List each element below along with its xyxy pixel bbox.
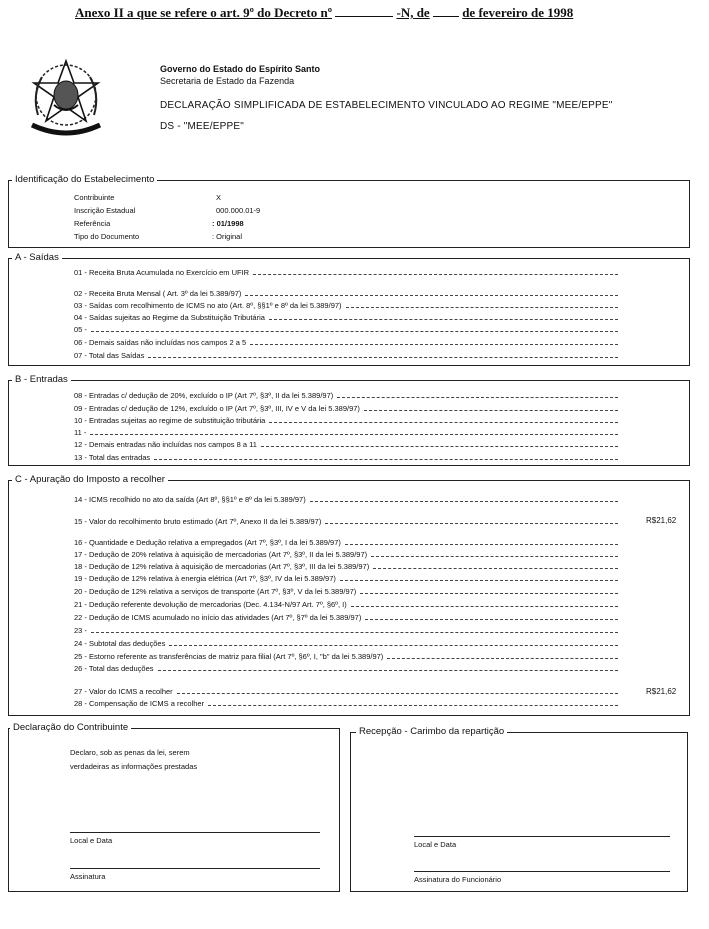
reference-label: Referência: [74, 219, 111, 228]
annex-suffix: de fevereiro de 1998: [462, 5, 574, 20]
declaration-text-2: verdadeiras as informações prestadas: [70, 762, 198, 771]
taxpayer-value: X: [216, 193, 222, 202]
list-item: 22 - Dedução de ICMS acumulado no início das atividades (Art 7º, §7º da lei 5.389/97): [74, 612, 618, 622]
list-item: 16 - Quantidade e Dedução relativa a empregados (Art 7º, §3º, I da lei 5.389/97): [74, 537, 618, 547]
list-item: 01 - Receita Bruta Acumulada no Exercício em UFIR: [74, 267, 618, 277]
reception-box: [350, 732, 688, 892]
state-registration-label: Inscrição Estadual: [74, 206, 136, 215]
secretariat-name: Secretaria de Estado da Fazenda: [160, 76, 295, 86]
list-item: 04 - Saídas sujeitas ao Regime da Substituição Tributária: [74, 312, 618, 322]
list-item: 19 - Dedução de 12% relativa à energia elétrica (Art 7º, §3º, IV da lei 5.389/97): [74, 573, 618, 583]
government-name: Governo do Estado do Espírito Santo: [160, 64, 321, 74]
list-item: 26 - Total das deduções: [74, 663, 618, 673]
section-a-title: A - Saídas: [12, 252, 62, 263]
taxpayer-label: Contribuinte: [74, 193, 115, 202]
icms-to-pay-value: R$21,62: [646, 687, 677, 696]
list-item: 21 - Dedução referente devolução de mercadorias (Dec. 4.134-N/97 Art. 7º, §6º, I): [74, 599, 618, 609]
list-item: 20 - Dedução de 12% relativa a serviços de transporte (Art 7º, §3º, V da lei 5.389/97): [74, 586, 618, 596]
reception-place-date-line: [414, 836, 670, 837]
list-item: 05 -: [74, 324, 618, 334]
list-item: 08 - Entradas c/ dedução de 20%, excluído o IP (Art 7º, §3º, II da lei 5.389/97): [74, 390, 618, 400]
declaration-signature-label: Assinatura: [70, 872, 106, 881]
document-type-label: Tipo do Documento: [74, 232, 140, 241]
reception-place-date-label: Local e Data: [414, 840, 457, 849]
reception-signature-label: Assinatura do Funcionário: [414, 875, 502, 884]
annex-middle: -N, de: [396, 5, 430, 20]
document-type-value: : Original: [212, 232, 243, 241]
form-title: DECLARAÇÃO SIMPLIFICADA DE ESTABELECIMENTO VINCULADO AO REGIME "MEE/EPPE": [160, 100, 613, 111]
list-item: 15 - Valor do recolhimento bruto estimado (Art 7º, Anexo II da lei 5.389/97): [74, 516, 618, 526]
list-item: 17 - Dedução de 20% relativa à aquisição de mercadorias (Art 7º, §3º, II da lei 5.389/97): [74, 549, 618, 559]
section-b-title: B - Entradas: [12, 374, 71, 385]
list-item: 02 - Receita Bruta Mensal ( Art. 3º da lei 5.389/97): [74, 288, 618, 298]
day-blank: [433, 4, 459, 17]
reception-signature-line: [414, 871, 670, 872]
list-item: 25 - Estorno referente as transferências de matriz para filial (Art 7º, §6º, I, "b" da lei 5.389/97): [74, 651, 618, 661]
reception-title: Recepção - Carimbo da repartição: [356, 726, 507, 737]
declaration-signature-line: [70, 868, 320, 869]
declaration-place-date-label: Local e Data: [70, 836, 113, 845]
list-item: 24 - Subtotal das deduções: [74, 638, 618, 648]
form-subtitle: DS - "MEE/EPPE": [160, 121, 245, 132]
list-item: 18 - Dedução de 12% relativa à aquisição de mercadorias (Art 7º, §3º, III da lei 5.389/97): [74, 561, 618, 571]
list-item: 23 -: [74, 625, 618, 635]
list-item: 13 - Total das entradas: [74, 452, 618, 462]
reference-value: : 01/1998: [212, 219, 244, 228]
list-item: 09 - Entradas c/ dedução de 12%, excluído o IP (Art 7º, §3º, III, IV e V da lei 5.389/97): [74, 403, 618, 413]
list-item: 11 -: [74, 427, 618, 437]
decree-number-blank: [335, 4, 393, 17]
annex-heading: [75, 4, 573, 21]
list-item: 06 - Demais saídas não incluídas nos campos 2 a 5: [74, 337, 618, 347]
state-registration-value: 000.000.01-9: [216, 206, 261, 215]
declaration-title: Declaração do Contribuinte: [10, 722, 131, 733]
list-item: 12 - Demais entradas não incluídas nos campos 8 a 11: [74, 439, 618, 449]
list-item: 14 - ICMS recolhido no ato da saída (Art 8º, §§1º e 8º da lei 5.389/97): [74, 494, 618, 504]
annex-prefix: Anexo II a que se refere o art. 9º do Decreto nº: [75, 5, 332, 20]
list-item: 27 - Valor do ICMS a recolher: [74, 686, 618, 696]
list-item: 10 - Entradas sujeitas ao regime de substituição tributária: [74, 415, 618, 425]
section-c-title: C - Apuração do Imposto a recolher: [12, 474, 168, 485]
list-item: 03 - Saídas com recolhimento de ICMS no ato (Art. 8º, §§1º e 8º da lei 5.389/97): [74, 300, 618, 310]
declaration-text-1: Declaro, sob as penas da lei, serem: [70, 748, 190, 757]
declaration-place-date-line: [70, 832, 320, 833]
identification-title: Identificação do Estabelecimento: [12, 174, 157, 185]
list-item: 07 - Total das Saídas: [74, 350, 618, 360]
list-item: 28 - Compensação de ICMS a recolher: [74, 698, 618, 708]
state-coat-of-arms-icon: [24, 55, 108, 139]
gross-amount-value: R$21,62: [646, 516, 677, 525]
